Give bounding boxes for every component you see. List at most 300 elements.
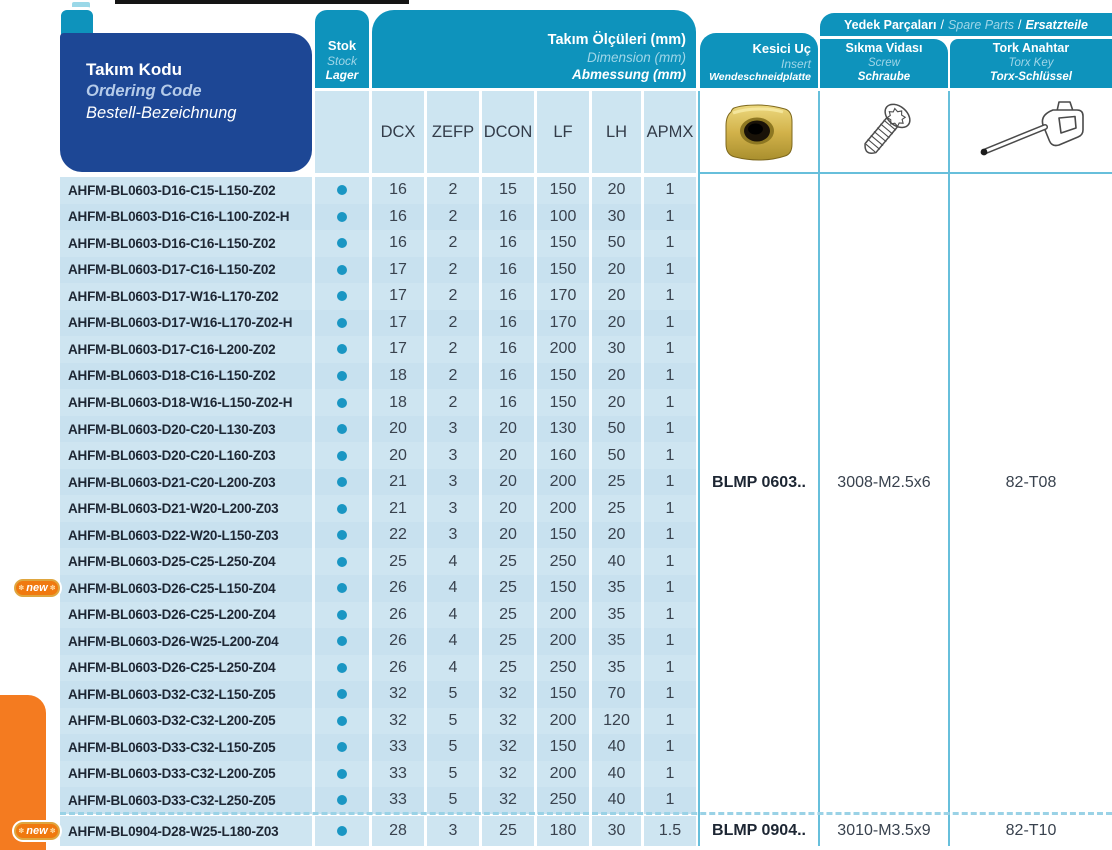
table-row [60, 655, 697, 682]
ordering-code-cell: AHFM-BL0603-D16-C16-L150-Z02 [60, 230, 312, 257]
ordering-code-cell: AHFM-BL0603-D33-C32-L150-Z05 [60, 734, 312, 761]
stock-cell [315, 257, 369, 284]
separator: / [1017, 17, 1022, 32]
torx-key-label-en: Torx Key [1008, 56, 1054, 69]
lf-cell: 200 [537, 761, 589, 788]
dcon-cell: 32 [482, 734, 534, 761]
stock-dot-icon [337, 291, 347, 301]
apmx-cell: 1 [644, 787, 696, 814]
screw-label-tr: Sıkma Vidası [845, 40, 923, 55]
dcon-cell: 16 [482, 389, 534, 416]
screw-code-group-1: 3008-M2.5x6 [837, 474, 931, 491]
table-row [60, 416, 697, 443]
lf-cell: 200 [537, 336, 589, 363]
zefp-cell: 4 [427, 548, 479, 575]
lf-cell: 200 [537, 708, 589, 735]
lh-cell: 20 [592, 389, 641, 416]
lh-cell: 20 [592, 257, 641, 284]
stock-cell [315, 442, 369, 469]
stock-cell [315, 416, 369, 443]
ordering-code-header [60, 33, 312, 172]
torx-key-label-de: Torx-Schlüssel [989, 70, 1073, 83]
apmx-cell: 1 [644, 442, 696, 469]
dimensions-label-de: Abmessung (mm) [571, 66, 686, 82]
torx-key-icon [950, 94, 1112, 170]
apmx-cell: 1 [644, 495, 696, 522]
ordering-code-cell: AHFM-BL0603-D18-C16-L150-Z02 [60, 363, 312, 390]
sparkle-icon: ✽ [49, 827, 56, 835]
stock-dot-icon [337, 716, 347, 726]
stock-cell [315, 548, 369, 575]
stock-cell [315, 310, 369, 337]
ordering-code-cell: AHFM-BL0603-D33-C32-L250-Z05 [60, 787, 312, 814]
ordering-code-title-de: Bestell-Bezeichnung [86, 104, 237, 123]
dcx-cell: 26 [372, 575, 424, 602]
spare-parts-label-de: Ersatzteile [1025, 17, 1088, 32]
stock-cell [315, 389, 369, 416]
apmx-cell: 1 [644, 230, 696, 257]
table-row [60, 363, 697, 390]
lf-cell: 150 [537, 177, 589, 204]
stock-cell [315, 283, 369, 310]
column-header-lh: LH [592, 91, 641, 173]
lf-cell: 180 [537, 816, 589, 846]
stock-cell [315, 204, 369, 231]
lf-cell: 150 [537, 681, 589, 708]
dcx-cell: 28 [372, 816, 424, 846]
ordering-code-cell: AHFM-BL0603-D26-W25-L200-Z04 [60, 628, 312, 655]
stock-cell [315, 495, 369, 522]
ordering-code-cell: AHFM-BL0603-D17-C16-L200-Z02 [60, 336, 312, 363]
lf-cell: 200 [537, 495, 589, 522]
dcx-cell: 17 [372, 283, 424, 310]
zefp-cell: 2 [427, 336, 479, 363]
torx-code-group-1: 82-T08 [1005, 474, 1057, 491]
lh-cell: 25 [592, 495, 641, 522]
zefp-cell: 3 [427, 416, 479, 443]
apmx-cell: 1 [644, 416, 696, 443]
dcx-cell: 18 [372, 389, 424, 416]
dcon-cell: 32 [482, 708, 534, 735]
lf-cell: 170 [537, 310, 589, 337]
apmx-cell: 1 [644, 681, 696, 708]
column-divider [948, 91, 950, 846]
insert-column-header [700, 33, 818, 88]
screw-label-en: Screw [868, 56, 900, 69]
dcx-cell: 32 [372, 708, 424, 735]
stock-cell [315, 230, 369, 257]
dcx-cell: 26 [372, 602, 424, 629]
lh-cell: 70 [592, 681, 641, 708]
apmx-cell: 1 [644, 336, 696, 363]
table-row [18, 575, 697, 602]
dcx-cell: 26 [372, 628, 424, 655]
ordering-code-cell: AHFM-BL0603-D32-C32-L200-Z05 [60, 708, 312, 735]
ordering-code-cell: AHFM-BL0603-D16-C16-L100-Z02-H [60, 204, 312, 231]
lf-cell: 150 [537, 389, 589, 416]
lh-cell: 40 [592, 761, 641, 788]
dcon-cell: 25 [482, 575, 534, 602]
dcx-cell: 20 [372, 416, 424, 443]
torx-code-group-2: 82-T10 [1005, 822, 1057, 839]
dcon-cell: 16 [482, 363, 534, 390]
ordering-code-cell: AHFM-BL0603-D17-W16-L170-Z02-H [60, 310, 312, 337]
stock-cell [315, 787, 369, 814]
table-row [60, 681, 697, 708]
page-rule-line [115, 0, 409, 4]
table-row [60, 548, 697, 575]
stock-dot-icon [337, 530, 347, 540]
apmx-cell: 1 [644, 761, 696, 788]
apmx-cell: 1 [644, 734, 696, 761]
zefp-cell: 4 [427, 655, 479, 682]
stock-cell [315, 734, 369, 761]
lf-cell: 250 [537, 655, 589, 682]
apmx-cell: 1 [644, 310, 696, 337]
screw-column-header [820, 39, 948, 88]
new-badge-label: new [26, 824, 48, 837]
column-divider [818, 91, 820, 846]
stock-dot-icon [337, 769, 347, 779]
stock-dot-icon [337, 826, 347, 836]
zefp-cell: 4 [427, 575, 479, 602]
apmx-cell: 1 [644, 602, 696, 629]
stock-label-de: Lager [325, 68, 359, 83]
stock-dot-icon [337, 742, 347, 752]
lh-cell: 35 [592, 575, 641, 602]
table-row [60, 734, 697, 761]
dcx-cell: 17 [372, 310, 424, 337]
tool-table-last-group [18, 816, 697, 846]
stock-dot-icon [337, 795, 347, 805]
stock-cell [315, 681, 369, 708]
stock-dot-icon [337, 477, 347, 487]
dcon-cell: 20 [482, 495, 534, 522]
apmx-cell: 1 [644, 363, 696, 390]
dcx-cell: 21 [372, 495, 424, 522]
table-row [60, 257, 697, 284]
table-row [60, 230, 697, 257]
apmx-cell: 1 [644, 204, 696, 231]
apmx-cell: 1 [644, 522, 696, 549]
zefp-cell: 5 [427, 681, 479, 708]
torx-screw-icon [820, 94, 948, 170]
insert-code-group-1: BLMP 0603.. [712, 474, 806, 491]
stock-cell [315, 655, 369, 682]
column-divider [698, 91, 700, 846]
lf-cell: 200 [537, 628, 589, 655]
stock-cell [315, 761, 369, 788]
lh-cell: 50 [592, 442, 641, 469]
zefp-cell: 3 [427, 522, 479, 549]
lf-cell: 160 [537, 442, 589, 469]
stock-subheader-cell [315, 91, 369, 173]
ordering-code-cell: AHFM-BL0603-D17-C16-L150-Z02 [60, 257, 312, 284]
table-row [18, 816, 697, 846]
zefp-cell: 2 [427, 389, 479, 416]
new-badge [14, 822, 60, 840]
zefp-cell: 2 [427, 283, 479, 310]
dcx-cell: 16 [372, 230, 424, 257]
tool-table-body [18, 177, 697, 814]
zefp-cell: 2 [427, 310, 479, 337]
insert-code-group-2: BLMP 0904.. [712, 822, 806, 839]
ordering-code-cell: AHFM-BL0603-D32-C32-L150-Z05 [60, 681, 312, 708]
screw-label-de: Schraube [857, 70, 911, 83]
ordering-code-cell: AHFM-BL0603-D17-W16-L170-Z02 [60, 283, 312, 310]
lh-cell: 20 [592, 363, 641, 390]
lf-cell: 150 [537, 734, 589, 761]
spare-parts-label-tr: Yedek Parçaları [844, 17, 937, 32]
stock-dot-icon [337, 265, 347, 275]
stock-cell [315, 816, 369, 846]
stock-dot-icon [337, 689, 347, 699]
dcx-cell: 16 [372, 204, 424, 231]
lf-cell: 150 [537, 522, 589, 549]
separator: / [940, 17, 944, 32]
lf-cell: 200 [537, 469, 589, 496]
ordering-code-cell: AHFM-BL0603-D26-C25-L200-Z04 [60, 602, 312, 629]
zefp-cell: 4 [427, 602, 479, 629]
zefp-cell: 3 [427, 816, 479, 846]
insert-label-de: Wendeschneidplatte [709, 71, 811, 84]
column-header-zefp: ZEFP [427, 91, 479, 173]
stock-dot-icon [337, 318, 347, 328]
dimensions-label-tr: Takım Ölçüleri (mm) [547, 32, 686, 49]
dimensions-header [372, 10, 696, 88]
stock-dot-icon [337, 424, 347, 434]
lh-cell: 35 [592, 628, 641, 655]
ordering-code-title-tr: Takım Kodu [86, 60, 183, 79]
stock-cell [315, 363, 369, 390]
lh-cell: 20 [592, 522, 641, 549]
stock-cell [315, 602, 369, 629]
apmx-cell: 1 [644, 708, 696, 735]
zefp-cell: 5 [427, 761, 479, 788]
apmx-cell: 1 [644, 548, 696, 575]
dcon-cell: 32 [482, 681, 534, 708]
dcon-cell: 20 [482, 522, 534, 549]
lf-cell: 250 [537, 548, 589, 575]
lh-cell: 40 [592, 787, 641, 814]
insert-label-en: Insert [780, 56, 811, 71]
stock-cell [315, 708, 369, 735]
table-row [60, 761, 697, 788]
dcon-cell: 32 [482, 761, 534, 788]
new-badge-label: new [26, 581, 48, 594]
lh-cell: 30 [592, 816, 641, 846]
ordering-code-cell: AHFM-BL0603-D25-C25-L250-Z04 [60, 548, 312, 575]
zefp-cell: 2 [427, 204, 479, 231]
dcx-cell: 25 [372, 548, 424, 575]
lh-cell: 25 [592, 469, 641, 496]
lf-cell: 150 [537, 230, 589, 257]
lh-cell: 50 [592, 416, 641, 443]
zefp-cell: 5 [427, 734, 479, 761]
ordering-code-cell: AHFM-BL0603-D26-C25-L250-Z04 [60, 655, 312, 682]
stock-dot-icon [337, 398, 347, 408]
row-divider [698, 172, 1112, 174]
insert-label-tr: Kesici Uç [752, 40, 811, 56]
sparkle-icon: ✽ [18, 584, 25, 592]
stock-dot-icon [337, 583, 347, 593]
lh-cell: 20 [592, 177, 641, 204]
apmx-cell: 1.5 [644, 816, 696, 846]
dcon-cell: 32 [482, 787, 534, 814]
stock-cell [315, 522, 369, 549]
dcx-cell: 20 [372, 442, 424, 469]
dcx-cell: 16 [372, 177, 424, 204]
stock-dot-icon [337, 344, 347, 354]
zefp-cell: 3 [427, 495, 479, 522]
table-row [60, 628, 697, 655]
zefp-cell: 5 [427, 708, 479, 735]
zefp-cell: 2 [427, 177, 479, 204]
ordering-code-cell: AHFM-BL0603-D22-W20-L150-Z03 [60, 522, 312, 549]
apmx-cell: 1 [644, 257, 696, 284]
lh-cell: 35 [592, 655, 641, 682]
dcon-cell: 16 [482, 230, 534, 257]
table-row [60, 708, 697, 735]
dcon-cell: 20 [482, 442, 534, 469]
new-badge [14, 579, 60, 597]
group-separator-dashed-line [60, 812, 1112, 815]
lf-cell: 150 [537, 575, 589, 602]
apmx-cell: 1 [644, 655, 696, 682]
table-row [60, 469, 697, 496]
ordering-code-cell: AHFM-BL0904-D28-W25-L180-Z03 [60, 816, 312, 846]
stock-cell [315, 575, 369, 602]
dcon-cell: 25 [482, 816, 534, 846]
dcx-cell: 33 [372, 761, 424, 788]
table-row [60, 495, 697, 522]
spare-parts-label-en: Spare Parts [947, 17, 1014, 32]
lf-cell: 200 [537, 602, 589, 629]
ordering-code-cell: AHFM-BL0603-D33-C32-L200-Z05 [60, 761, 312, 788]
ordering-code-cell: AHFM-BL0603-D26-C25-L150-Z04 [60, 575, 312, 602]
dcon-cell: 25 [482, 548, 534, 575]
dcon-cell: 15 [482, 177, 534, 204]
dcx-cell: 26 [372, 655, 424, 682]
sparkle-icon: ✽ [49, 584, 56, 592]
dcon-cell: 16 [482, 283, 534, 310]
lh-cell: 35 [592, 602, 641, 629]
table-row [60, 283, 697, 310]
dcx-cell: 32 [372, 681, 424, 708]
column-header-lf: LF [537, 91, 589, 173]
spare-parts-header [820, 13, 1112, 36]
stock-dot-icon [337, 504, 347, 514]
zefp-cell: 4 [427, 628, 479, 655]
stock-cell [315, 469, 369, 496]
dcon-cell: 16 [482, 336, 534, 363]
table-row [60, 310, 697, 337]
stock-column-header [315, 10, 369, 88]
lh-cell: 40 [592, 548, 641, 575]
dcon-cell: 25 [482, 602, 534, 629]
lf-cell: 150 [537, 257, 589, 284]
stock-dot-icon [337, 557, 347, 567]
lh-cell: 20 [592, 283, 641, 310]
lf-cell: 250 [537, 787, 589, 814]
stock-dot-icon [337, 212, 347, 222]
ordering-code-title-en: Ordering Code [86, 82, 202, 101]
dcx-cell: 33 [372, 787, 424, 814]
column-header-dcx: DCX [372, 91, 424, 173]
stock-dot-icon [337, 185, 347, 195]
lf-cell: 100 [537, 204, 589, 231]
table-row [60, 522, 697, 549]
ordering-code-cell: AHFM-BL0603-D21-W20-L200-Z03 [60, 495, 312, 522]
dcon-cell: 16 [482, 204, 534, 231]
apmx-cell: 1 [644, 575, 696, 602]
lh-cell: 50 [592, 230, 641, 257]
table-row [60, 442, 697, 469]
dcx-cell: 22 [372, 522, 424, 549]
lf-cell: 170 [537, 283, 589, 310]
stock-dot-icon [337, 238, 347, 248]
dcx-cell: 21 [372, 469, 424, 496]
lh-cell: 30 [592, 336, 641, 363]
dcon-cell: 20 [482, 416, 534, 443]
zefp-cell: 3 [427, 469, 479, 496]
stock-label-en: Stock [326, 53, 357, 68]
column-header-dcon: DCON [482, 91, 534, 173]
dcx-cell: 18 [372, 363, 424, 390]
ordering-code-cell: AHFM-BL0603-D21-C20-L200-Z03 [60, 469, 312, 496]
stock-cell [315, 336, 369, 363]
table-row [60, 602, 697, 629]
apmx-cell: 1 [644, 389, 696, 416]
stock-dot-icon [337, 636, 347, 646]
torx-key-label-tr: Tork Anahtar [992, 40, 1070, 55]
dcx-cell: 33 [372, 734, 424, 761]
table-row [60, 336, 697, 363]
dcon-cell: 20 [482, 469, 534, 496]
zefp-cell: 2 [427, 257, 479, 284]
zefp-cell: 2 [427, 363, 479, 390]
column-header-apmx: APMX [644, 91, 696, 173]
ordering-code-cell: AHFM-BL0603-D20-C20-L160-Z03 [60, 442, 312, 469]
dcx-cell: 17 [372, 257, 424, 284]
apmx-cell: 1 [644, 283, 696, 310]
stock-cell [315, 628, 369, 655]
dcx-cell: 17 [372, 336, 424, 363]
lf-cell: 130 [537, 416, 589, 443]
stock-dot-icon [337, 451, 347, 461]
table-row [60, 177, 697, 204]
lf-cell: 150 [537, 363, 589, 390]
zefp-cell: 5 [427, 787, 479, 814]
torx-key-column-header [950, 39, 1112, 88]
table-row [60, 787, 697, 814]
lh-cell: 30 [592, 204, 641, 231]
apmx-cell: 1 [644, 177, 696, 204]
stock-label-tr: Stok [327, 37, 357, 53]
stock-dot-icon [337, 663, 347, 673]
dimensions-label-en: Dimension (mm) [586, 50, 686, 66]
lh-cell: 20 [592, 310, 641, 337]
ordering-code-cell: AHFM-BL0603-D18-W16-L150-Z02-H [60, 389, 312, 416]
apmx-cell: 1 [644, 628, 696, 655]
sparkle-icon: ✽ [18, 827, 25, 835]
stock-cell [315, 177, 369, 204]
dcon-cell: 25 [482, 628, 534, 655]
dcon-cell: 16 [482, 257, 534, 284]
table-row [60, 389, 697, 416]
table-row [60, 204, 697, 231]
stock-dot-icon [337, 610, 347, 620]
